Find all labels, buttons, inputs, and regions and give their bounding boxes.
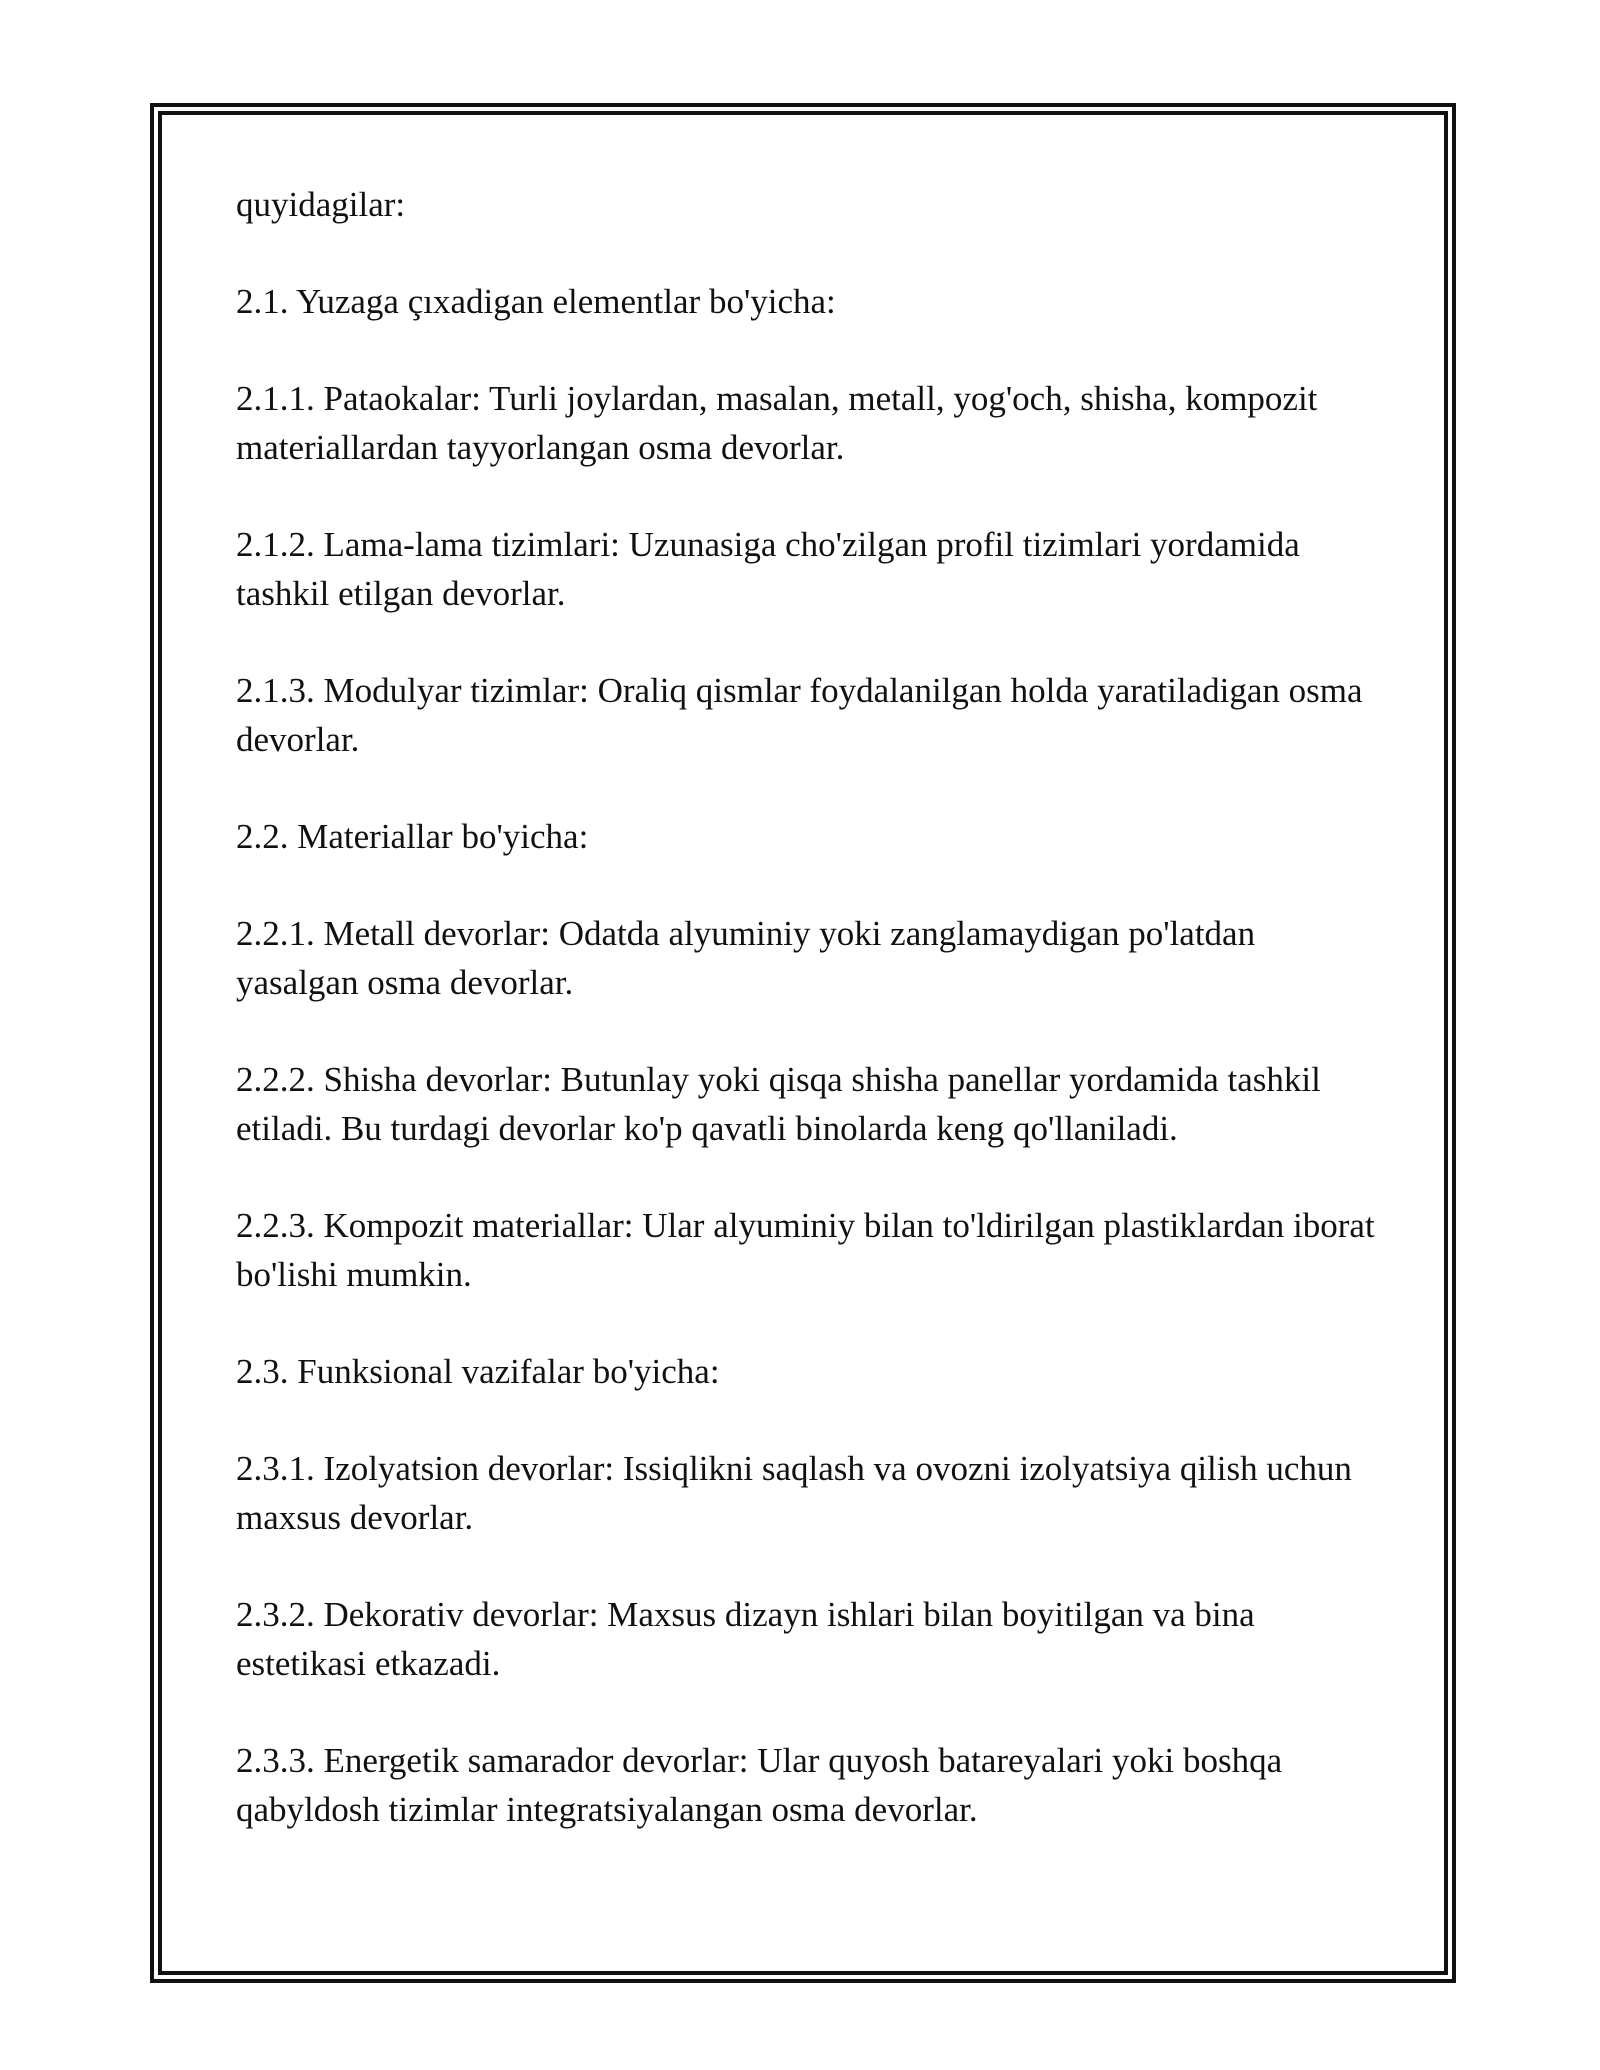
paragraph-2-3-1: 2.3.1. Izolyatsion devorlar: Issiqlikni saqlash va ovozni izolyatsiya qilish uchun maxsus devorlar. xyxy=(236,1449,1352,1537)
paragraph-2-3-3: 2.3.3. Energetik samarador devorlar: Ular quyosh batareyalari yoki boshqa qabyldosh tizimlar integratsiyalangan osma devorlar. xyxy=(236,1741,1283,1829)
paragraph-2-2-1: 2.2.1. Metall devorlar: Odatda alyuminiy yoki zanglamaydigan po'latdan yasalgan osma devorlar. xyxy=(236,914,1256,1002)
document-body xyxy=(236,180,1376,1882)
paragraph-2-2-3: 2.2.3. Kompozit materiallar: Ular alyuminiy bilan to'ldirilgan plastiklardan iborat bo'lishi mumkin. xyxy=(236,1206,1375,1294)
paragraph-2-2-2: 2.2.2. Shisha devorlar: Butunlay yoki qisqa shisha panellar yordamida tashkil etiladi. Bu turdagi devorlar ko'p qavatli binolarda keng qo'llaniladi. xyxy=(236,1060,1321,1148)
paragraph-2-1-2: 2.1.2. Lama-lama tizimlari: Uzunasiga cho'zilgan profil tizimlari yordamida tashkil etilgan devorlar. xyxy=(236,525,1300,613)
heading-2-3: 2.3. Funksional vazifalar bo'yicha: xyxy=(236,1352,720,1391)
heading-2-1: 2.1. Yuzaga çıxadigan elementlar bo'yicha: xyxy=(236,282,836,321)
heading-2-2: 2.2. Materiallar bo'yicha: xyxy=(236,817,589,856)
paragraph-2-1-1: 2.1.1. Pataokalar: Turli joylardan, masalan, metall, yog'och, shisha, kompozit materiallardan tayyorlangan osma devorlar. xyxy=(236,379,1318,467)
paragraph-2-3-2: 2.3.2. Dekorativ devorlar: Maxsus dizayn ishlari bilan boyitilgan va bina estetikasi etkazadi. xyxy=(236,1595,1255,1683)
paragraph-2-1-3: 2.1.3. Modulyar tizimlar: Oraliq qismlar foydalanilgan holda yaratiladigan osma devorlar. xyxy=(236,671,1363,759)
paragraph-intro: quyidagilar: xyxy=(236,185,406,224)
